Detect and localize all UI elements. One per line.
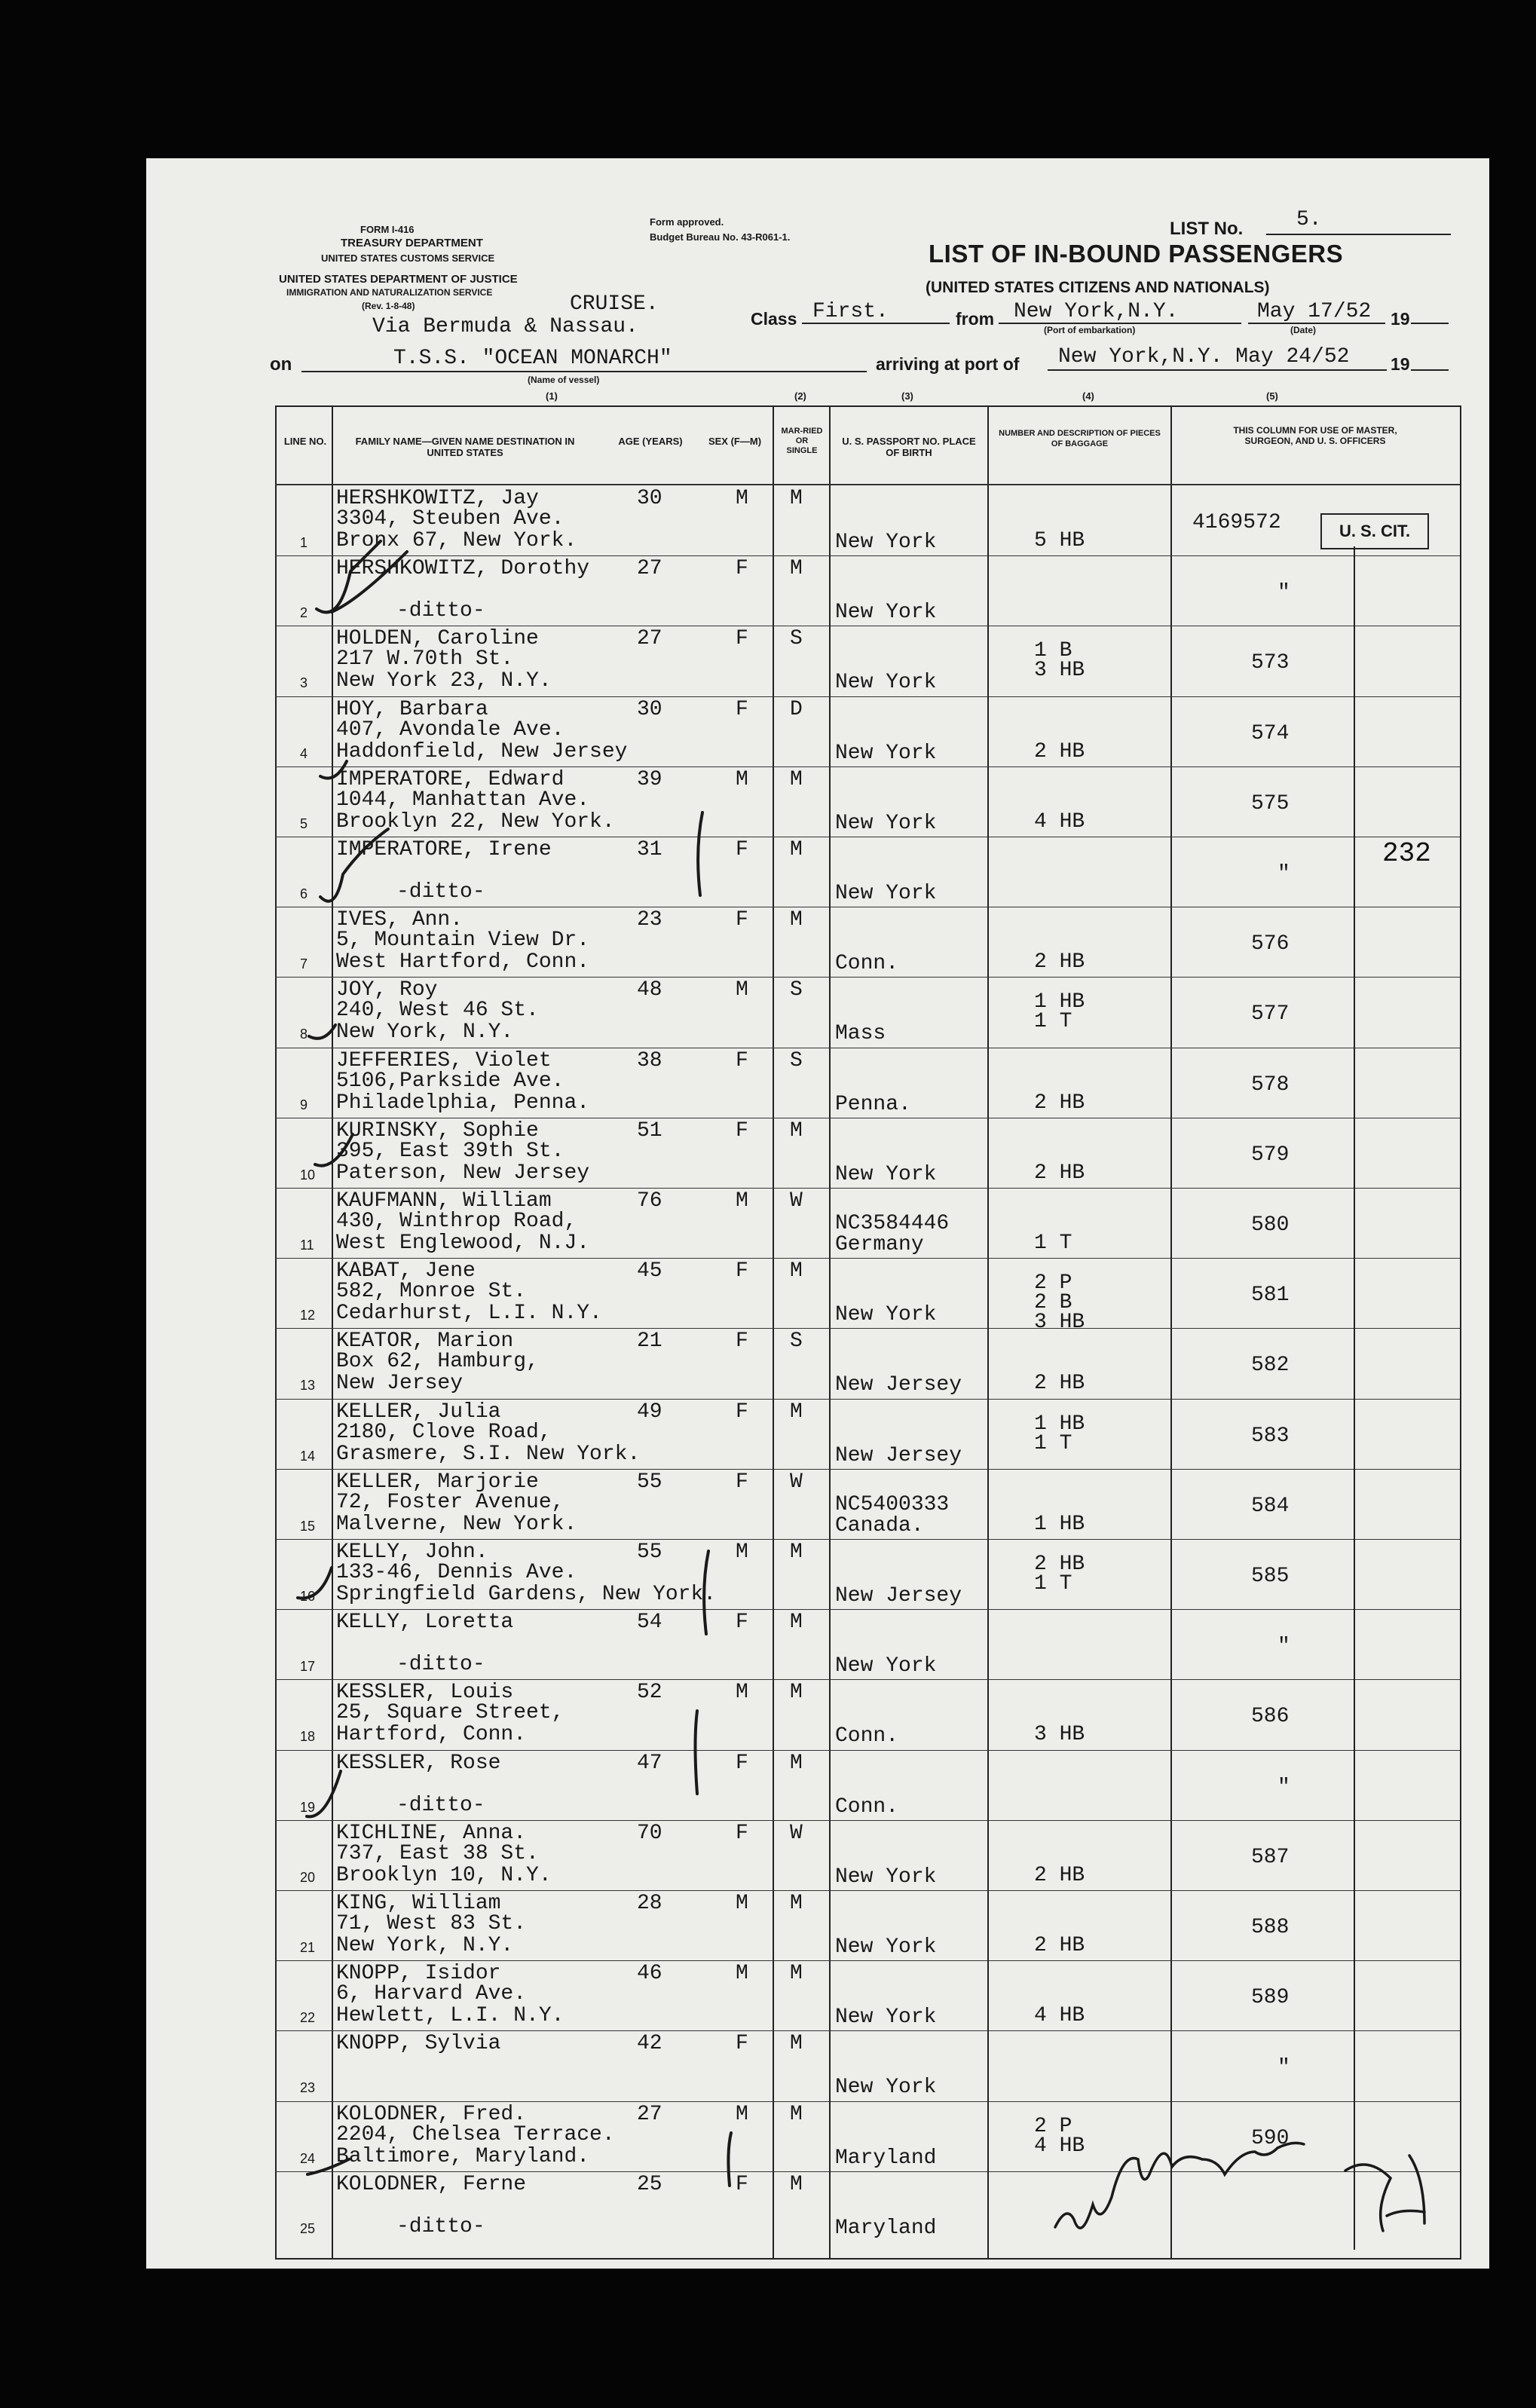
marital-status: M	[790, 1892, 803, 1915]
line-number: 2	[300, 605, 308, 621]
passenger-name: KNOPP, Sylvia	[336, 2032, 501, 2056]
year-prefix: 19	[1391, 309, 1410, 329]
marital-status: S	[790, 1048, 803, 1072]
passenger-name: KELLY, John.	[336, 1541, 488, 1564]
age: 49	[637, 1400, 662, 1424]
passenger-name: KEATOR, Marion	[336, 1329, 514, 1354]
baggage-2: 1 T	[1034, 1431, 1072, 1455]
sex: F	[736, 1048, 748, 1072]
address-line-2: New Jersey	[336, 1372, 464, 1396]
place-of-birth: New York	[835, 1162, 937, 1186]
passport-number: NC5400333	[835, 1492, 950, 1516]
age: 42	[637, 2032, 662, 2056]
address-line-2: Cedarhurst, L.I. N.Y.	[336, 1302, 602, 1326]
col-header-officer: THIS COLUMN FOR USE OF MASTER, SURGEON, AND U. S. OFFICERS	[1233, 425, 1397, 446]
marital-status: W	[790, 1821, 803, 1845]
officer-number: "	[1277, 581, 1290, 605]
officer-number: 588	[1251, 1916, 1290, 1939]
address-line-1: 2204, Chelsea Terrace.	[336, 2122, 615, 2146]
line-number: 16	[300, 1589, 316, 1604]
address-line-2: Hartford, Conn.	[336, 1723, 527, 1747]
passenger-name: KESSLER, Rose	[336, 1751, 501, 1775]
officer-number: 573	[1251, 651, 1290, 675]
officer-number: 576	[1251, 932, 1290, 956]
marital-status: M	[790, 557, 803, 581]
marital-status: S	[790, 1329, 803, 1354]
year-prefix-2: 19	[1391, 354, 1410, 374]
place-of-birth: Penna.	[835, 1092, 911, 1116]
baggage-2: 2 HB	[1034, 950, 1085, 975]
marital-status: M	[790, 2172, 803, 2196]
vessel-name: T.S.S. "OCEAN MONARCH"	[393, 347, 672, 370]
age: 70	[637, 1821, 662, 1845]
baggage-2: 1 T	[1034, 1232, 1072, 1255]
baggage-2: 2 B	[1034, 1291, 1072, 1315]
address-line-1: 737, East 38 St.	[336, 1841, 539, 1865]
sex: F	[736, 1329, 748, 1354]
line-number: 20	[300, 1869, 316, 1885]
baggage-2: 4 HB	[1034, 809, 1085, 834]
officer-number: 586	[1251, 1705, 1290, 1729]
marital-status: M	[790, 1541, 803, 1564]
marital-status: W	[790, 1470, 803, 1494]
address-line-2: -ditto-	[396, 2214, 485, 2238]
line-number: 3	[300, 675, 308, 691]
age: 46	[637, 1962, 662, 1986]
address-line-2: West Hartford, Conn.	[336, 950, 590, 975]
address-line-1: 71, West 83 St.	[336, 1912, 527, 1935]
sex: F	[736, 1259, 748, 1284]
place-of-birth: New York	[835, 882, 937, 905]
place-of-birth: New York	[835, 601, 937, 625]
passenger-name: IMPERATORE, Edward	[336, 767, 565, 791]
place-of-birth: Conn.	[835, 952, 899, 976]
address-line-2: Baltimore, Maryland.	[336, 2144, 590, 2168]
passenger-name: HERSHKOWITZ, Jay	[336, 487, 539, 510]
sex: F	[736, 697, 748, 721]
line-number: 21	[300, 1940, 316, 1955]
route-via: Via Bermuda & Nassau.	[372, 315, 638, 338]
place-of-birth: Conn.	[835, 1724, 899, 1749]
sex: M	[736, 978, 748, 1002]
baggage-1: 2 HB	[1034, 1553, 1085, 1576]
col-num-1: (1)	[546, 390, 558, 402]
address-line-2: Brooklyn 22, New York.	[336, 809, 615, 834]
officer-number: 577	[1251, 1002, 1290, 1027]
age: 30	[637, 697, 662, 721]
place-of-birth: New York	[835, 531, 937, 554]
officer-number: 590	[1251, 2126, 1290, 2150]
officer-number: "	[1277, 1775, 1290, 1799]
line-number: 17	[300, 1659, 316, 1675]
place-of-birth: Maryland	[835, 2146, 937, 2170]
age: 47	[637, 1751, 662, 1775]
address-line-2: Hewlett, L.I. N.Y.	[336, 2004, 565, 2028]
passenger-name: KURINSKY, Sophie	[336, 1118, 539, 1143]
line-number: 24	[300, 2150, 316, 2166]
address-line-2: Paterson, New Jersey	[336, 1161, 590, 1185]
address-line-2: New York, N.Y.	[336, 1934, 514, 1957]
passenger-name: KESSLER, Louis	[336, 1681, 514, 1705]
address-line-2: New York, N.Y.	[336, 1020, 514, 1045]
age: 54	[637, 1611, 662, 1635]
marital-status: M	[790, 1118, 803, 1143]
line-number: 7	[300, 956, 308, 972]
sex: F	[736, 908, 748, 932]
sex: F	[736, 557, 748, 581]
embarkation-port: New York,N.Y.	[1014, 300, 1179, 323]
place-of-birth: Maryland	[835, 2216, 937, 2240]
place-of-birth: Mass	[835, 1022, 886, 1046]
marital-status: M	[790, 908, 803, 932]
address-line-2: -ditto-	[396, 1793, 485, 1817]
address-line-2: Grasmere, S.I. New York.	[336, 1442, 641, 1466]
address-line-2: Malverne, New York.	[336, 1512, 577, 1536]
address-line-2: Springfield Gardens, New York.	[336, 1583, 717, 1606]
marital-status: M	[790, 1259, 803, 1284]
line-number: 23	[300, 2080, 316, 2096]
age: 27	[637, 627, 662, 651]
passenger-name: KNOPP, Isidor	[336, 1962, 501, 1986]
sex: F	[736, 1611, 748, 1635]
officer-number: 589	[1251, 1986, 1290, 2010]
sex: F	[736, 2172, 748, 2196]
dept-customs: UNITED STATES CUSTOMS SERVICE	[321, 252, 495, 264]
us-citizen-stamp: U. S. CIT.	[1320, 513, 1429, 549]
arriving-label: arriving at port of	[876, 354, 1020, 374]
age: 31	[637, 838, 662, 861]
line-number: 14	[300, 1448, 316, 1464]
officer-number: "	[1277, 2056, 1290, 2080]
col-header-name: FAMILY NAME—GIVEN NAME DESTINATION IN UNITED STATES	[355, 436, 575, 458]
officer-number: 580	[1251, 1213, 1290, 1237]
col-num-4: (4)	[1082, 390, 1094, 402]
marital-status: M	[790, 767, 803, 791]
place-of-birth: New York	[835, 1865, 937, 1889]
age: 51	[637, 1118, 662, 1143]
date-caption: (Date)	[1290, 325, 1317, 335]
line-number: 4	[300, 745, 308, 761]
col-header-married: MAR-RIED OR SINGLE	[781, 427, 823, 455]
sex: M	[736, 487, 748, 510]
age: 23	[637, 908, 662, 932]
baggage-2: 1 T	[1034, 1572, 1072, 1596]
officer-number: 578	[1251, 1072, 1290, 1097]
baggage-1: 1 HB	[1034, 990, 1085, 1014]
place-of-birth: New Jersey	[835, 1373, 962, 1397]
class-value: First.	[812, 300, 889, 323]
address-line-1: 407, Avondale Ave.	[336, 718, 565, 742]
baggage-2: 2 HB	[1034, 1372, 1085, 1396]
place-of-birth: New York	[835, 2006, 937, 2030]
age: 30	[637, 487, 662, 510]
officer-number: "	[1277, 1635, 1290, 1659]
place-of-birth: New York	[835, 1935, 937, 1959]
marital-status: M	[790, 1681, 803, 1705]
embarkation-date: May 17/52	[1257, 300, 1372, 323]
address-line-1: 217 W.70th St.	[336, 647, 514, 672]
col-num-3: (3)	[901, 390, 913, 402]
place-of-birth: New York	[835, 2076, 937, 2100]
age: 52	[637, 1681, 662, 1705]
address-line-1: 3304, Steuben Ave.	[336, 507, 565, 531]
list-number: 5.	[1296, 208, 1322, 231]
col-header-age: AGE (YEARS)	[618, 436, 683, 447]
officer-number: 581	[1251, 1284, 1290, 1308]
age: 27	[637, 2102, 662, 2126]
address-line-2: Haddonfield, New Jersey	[336, 739, 628, 763]
form-number: FORM I-416	[360, 224, 415, 235]
passenger-name: KELLY, Loretta	[336, 1611, 514, 1635]
age: 28	[637, 1892, 662, 1915]
sex: F	[736, 1400, 748, 1424]
passenger-name: JOY, Roy	[336, 978, 438, 1002]
officer-number: 585	[1251, 1565, 1290, 1588]
place-of-birth: Canada.	[835, 1513, 924, 1538]
passport-number: NC3584446	[835, 1212, 950, 1235]
budget-bureau: Budget Bureau No. 43-R061-1.	[650, 231, 791, 243]
baggage-2: 4 HB	[1034, 2004, 1085, 2028]
age: 48	[637, 978, 662, 1002]
baggage-3: 3 HB	[1034, 1311, 1085, 1335]
sex: F	[736, 1821, 748, 1845]
baggage-2: 1 HB	[1034, 1512, 1085, 1536]
address-line-1: 1044, Manhattan Ave.	[336, 788, 590, 812]
embarkation-caption: (Port of embarkation)	[1044, 325, 1136, 335]
passenger-name: JEFFERIES, Violet	[336, 1048, 552, 1072]
baggage-2: 1 T	[1034, 1010, 1072, 1034]
marital-status: M	[790, 1400, 803, 1424]
line-number: 12	[300, 1308, 316, 1323]
sex: F	[736, 1470, 748, 1494]
address-line-2: -ditto-	[396, 880, 485, 904]
col-header-passport: U. S. PASSPORT NO. PLACE OF BIRTH	[842, 436, 976, 458]
address-line-2: Philadelphia, Penna.	[336, 1091, 590, 1115]
passenger-name: KELLER, Marjorie	[336, 1470, 539, 1494]
age: 25	[637, 2172, 662, 2196]
passenger-name: KELLER, Julia	[336, 1400, 501, 1424]
baggage-1: 2 P	[1034, 2114, 1072, 2138]
address-line-1: 72, Foster Avenue,	[336, 1490, 565, 1514]
age: 55	[637, 1470, 662, 1494]
address-line-1: 240, West 46 St.	[336, 999, 539, 1023]
passenger-name: IMPERATORE, Irene	[336, 838, 552, 861]
address-line-2: New York 23, N.Y.	[336, 669, 552, 693]
marital-status: M	[790, 1962, 803, 1986]
line-number: 22	[300, 2010, 316, 2026]
line-number: 5	[300, 815, 308, 831]
place-of-birth: New York	[835, 741, 937, 765]
line-number: 6	[300, 886, 308, 901]
dept-treasury: TREASURY DEPARTMENT	[341, 237, 483, 249]
baggage-1: 1 HB	[1034, 1412, 1085, 1436]
place-of-birth: New York	[835, 1303, 937, 1327]
address-line-1: 5, Mountain View Dr.	[336, 929, 590, 953]
age: 45	[637, 1259, 662, 1284]
form-title: LIST OF IN-BOUND PASSENGERS	[929, 240, 1344, 268]
place-of-birth: Germany	[835, 1233, 924, 1256]
line-number: 11	[300, 1238, 314, 1253]
from-label: from	[956, 309, 995, 329]
officer-number: 575	[1251, 791, 1290, 815]
passenger-name: HERSHKOWITZ, Dorothy	[336, 557, 590, 581]
officer-number: 582	[1251, 1354, 1290, 1378]
line-number: 25	[300, 2220, 316, 2236]
marital-status: W	[790, 1189, 803, 1213]
sex: M	[736, 1892, 748, 1915]
baggage-2: 3 HB	[1034, 1723, 1085, 1747]
passenger-name: KING, William	[336, 1892, 501, 1915]
address-line-1: 395, East 39th St.	[336, 1139, 565, 1163]
line-number: 13	[300, 1378, 316, 1394]
address-line-1: 5106,Parkside Ave.	[336, 1069, 565, 1093]
baggage-1: 1 B	[1034, 639, 1072, 663]
place-of-birth: New York	[835, 811, 937, 835]
age: 21	[637, 1329, 662, 1354]
class-label: Class	[751, 309, 797, 329]
address-line-1: 430, Winthrop Road,	[336, 1210, 577, 1233]
address-line-2: -ditto-	[396, 599, 485, 623]
baggage-1: 2 P	[1034, 1271, 1072, 1296]
baggage-2: 4 HB	[1034, 2134, 1085, 2158]
col-header-sex: SEX (F—M)	[708, 436, 762, 447]
place-of-birth: New York	[835, 1654, 937, 1678]
marital-status: M	[790, 487, 803, 510]
list-no-label: LIST No.	[1170, 219, 1244, 239]
col-num-5: (5)	[1266, 390, 1278, 402]
baggage-2: 2 HB	[1034, 1934, 1085, 1957]
address-line-1: 582, Monroe St.	[336, 1280, 527, 1304]
address-line-1: 133-46, Dennis Ave.	[336, 1561, 577, 1584]
marital-status: D	[790, 697, 803, 721]
officer-number: "	[1277, 862, 1290, 886]
officer-number: 4169572	[1192, 511, 1281, 534]
passenger-name: KICHLINE, Anna.	[336, 1821, 527, 1845]
sex: F	[736, 1118, 748, 1143]
form-subtitle: (UNITED STATES CITIZENS AND NATIONALS)	[926, 279, 1270, 296]
place-of-birth: New Jersey	[835, 1584, 962, 1608]
marital-status: M	[790, 838, 803, 861]
marital-status: S	[790, 627, 803, 651]
dept-justice: UNITED STATES DEPARTMENT OF JUSTICE	[279, 273, 518, 286]
sex: F	[736, 627, 748, 651]
line-number: 10	[300, 1167, 316, 1183]
form-approved: Form approved.	[650, 216, 724, 228]
place-of-birth: New York	[835, 671, 937, 695]
form-revision: (Rev. 1-8-48)	[362, 301, 415, 311]
age: 55	[637, 1541, 662, 1564]
passenger-name: KOLODNER, Ferne	[336, 2172, 527, 2196]
marital-status: M	[790, 1751, 803, 1775]
age: 76	[637, 1189, 662, 1213]
baggage-2: 2 HB	[1034, 1091, 1085, 1115]
sex: M	[736, 1962, 748, 1986]
place-of-birth: Conn.	[835, 1795, 899, 1819]
baggage-2: 2 HB	[1034, 739, 1085, 763]
officer-number: 587	[1251, 1845, 1290, 1869]
age: 27	[637, 557, 662, 581]
address-line-1: 6, Harvard Ave.	[336, 1982, 527, 2006]
marital-status: M	[790, 2102, 803, 2126]
line-number: 1	[300, 535, 308, 550]
passenger-name: KABAT, Jene	[336, 1259, 476, 1284]
on-label: on	[270, 354, 292, 375]
age: 38	[637, 1048, 662, 1072]
baggage-2: 5 HB	[1034, 529, 1085, 552]
col-header-baggage: NUMBER AND DESCRIPTION OF PIECES OF BAGGAGE	[999, 429, 1161, 448]
baggage-2: 2 HB	[1034, 1863, 1085, 1887]
age: 39	[637, 767, 662, 791]
vessel-caption: (Name of vessel)	[528, 375, 600, 385]
passenger-name: KOLODNER, Fred.	[336, 2102, 527, 2126]
passenger-name: KAUFMANN, William	[336, 1189, 552, 1213]
dept-immigration: IMMIGRATION AND NATURALIZATION SERVICE	[286, 287, 493, 298]
address-line-1: 2180, Clove Road,	[336, 1420, 552, 1444]
baggage-2: 2 HB	[1034, 1161, 1085, 1185]
cruise-label: CRUISE.	[570, 292, 659, 316]
marital-status: M	[790, 2032, 803, 2056]
address-line-2: Bronx 67, New York.	[336, 529, 577, 552]
passenger-name: HOLDEN, Caroline	[336, 627, 539, 651]
address-line-2: West Englewood, N.J.	[336, 1232, 590, 1255]
col-header-line: LINE NO.	[283, 436, 327, 447]
sex: F	[736, 1751, 748, 1775]
passenger-name: HOY, Barbara	[336, 697, 488, 721]
col-num-2: (2)	[794, 390, 806, 402]
place-of-birth: New Jersey	[835, 1443, 962, 1467]
marital-status: M	[790, 1611, 803, 1635]
sex: F	[736, 2032, 748, 2056]
arrival-port-date: New York,N.Y. May 24/52	[1058, 345, 1350, 369]
marital-status: S	[790, 978, 803, 1002]
address-line-1: Box 62, Hamburg,	[336, 1350, 539, 1374]
sex: M	[736, 2102, 748, 2126]
line-number: 19	[300, 1799, 316, 1815]
passenger-name: IVES, Ann.	[336, 908, 464, 932]
line-number: 9	[300, 1097, 308, 1112]
officer-number: 584	[1251, 1494, 1290, 1518]
line-number: 15	[300, 1518, 316, 1534]
officer-number: 583	[1251, 1424, 1290, 1448]
officer-number: 579	[1251, 1143, 1290, 1167]
sex: M	[736, 1189, 748, 1213]
address-line-2: Brooklyn 10, N.Y.	[336, 1863, 552, 1887]
sex: M	[736, 1681, 748, 1705]
line-number: 8	[300, 1027, 308, 1042]
official-signature	[1055, 2143, 1424, 2231]
sex: F	[736, 838, 748, 861]
address-line-2: -ditto-	[396, 1653, 485, 1677]
address-line-1: 25, Square Street,	[336, 1701, 565, 1725]
line-number: 18	[300, 1729, 316, 1745]
officer-number: 574	[1251, 721, 1290, 745]
sex: M	[736, 767, 748, 791]
baggage-2: 3 HB	[1034, 659, 1085, 683]
sex: M	[736, 1541, 748, 1564]
sheet-number: 232	[1382, 838, 1431, 869]
